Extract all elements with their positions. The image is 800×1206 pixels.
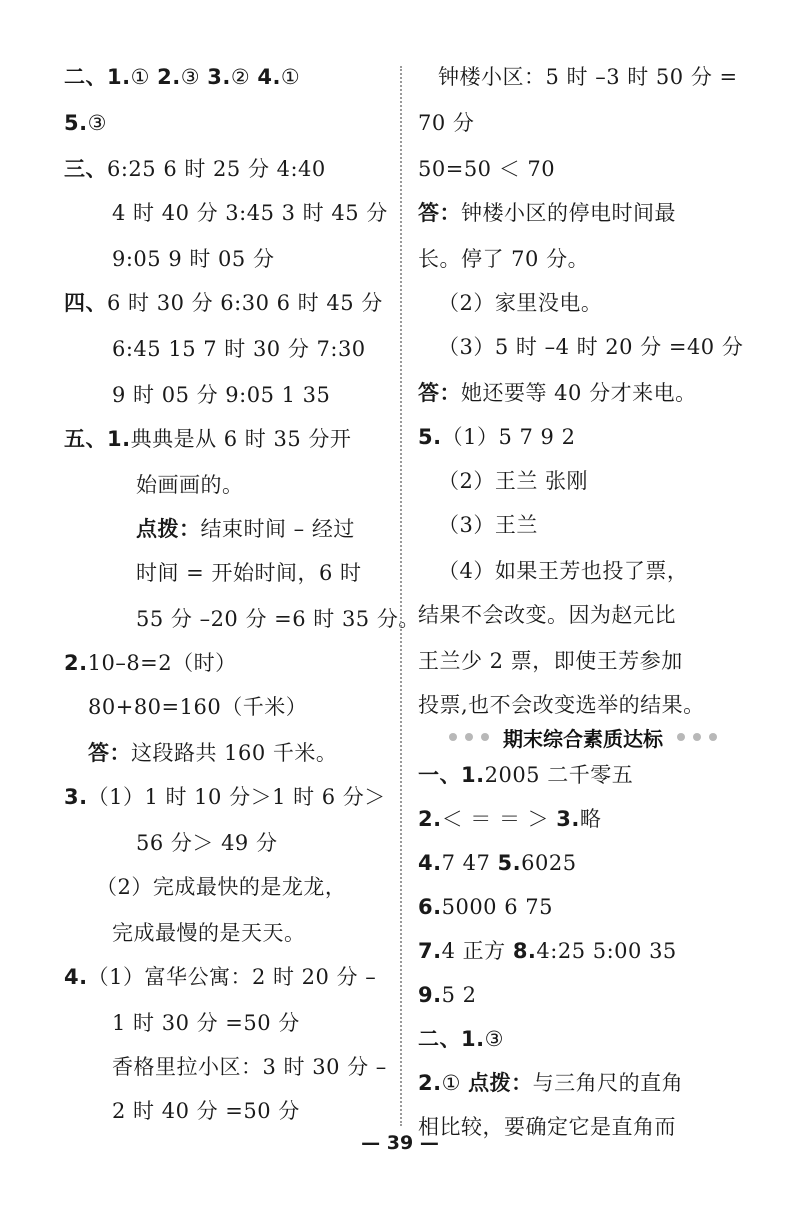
answer-text: 1 时 30 分 =50 分 — [112, 1011, 300, 1035]
answer-text: 70 分 — [418, 111, 475, 135]
section-heading — [418, 720, 748, 754]
answer-text: 6:45 15 7 时 30 分 7:30 — [112, 337, 366, 361]
answer-line — [64, 288, 383, 318]
column-divider — [400, 66, 402, 1126]
answer-text: 56 分＞ 49 分 — [136, 831, 278, 855]
section-title: 期末综合素质达标 — [503, 726, 663, 751]
answer-line — [418, 378, 697, 408]
answer-text: （1）富华公寓：2 时 20 分 – — [87, 965, 377, 989]
answer-text: 6025 — [521, 851, 577, 875]
answer-text: 典典是从 6 时 35 分开 — [130, 427, 352, 451]
answer-line — [64, 424, 351, 454]
answer-line — [418, 198, 676, 228]
answer-line — [112, 1096, 300, 1126]
question-number: 3. — [207, 65, 231, 89]
answer-text: 10–8=2（时） — [87, 651, 237, 675]
answer-text: ③ — [87, 111, 107, 135]
answer-text: （2）完成最快的是龙龙， — [96, 875, 347, 899]
question-number: 2. — [157, 65, 181, 89]
answer-line — [64, 962, 376, 992]
answer-text: 王兰少 2 票，即使王芳参加 — [418, 649, 683, 673]
answer-text: 她还要等 40 分才来电。 — [461, 381, 697, 405]
decor-dot — [693, 733, 701, 741]
answer-line — [438, 556, 688, 586]
decor-dot — [709, 733, 717, 741]
answer-text: 完成最慢的是天天。 — [112, 921, 306, 945]
answer-line — [418, 600, 676, 630]
question-number: 点拨： — [468, 1071, 533, 1095]
answer-line — [64, 782, 386, 812]
answer-line — [438, 510, 538, 540]
answer-text: （1）1 时 10 分＞1 时 6 分＞ — [87, 785, 386, 809]
question-number: 3. — [556, 807, 580, 831]
question-number: 9. — [418, 983, 442, 1007]
decor-dot — [481, 733, 489, 741]
answer-text: （3）5 时 –4 时 20 分 =40 分 — [438, 335, 744, 359]
answer-line — [88, 738, 337, 768]
answer-line — [418, 892, 553, 922]
answer-line — [136, 514, 355, 544]
answer-line — [418, 848, 577, 878]
answer-line — [418, 936, 677, 966]
answer-text: 香格里拉小区：3 时 30 分 – — [112, 1055, 387, 1079]
answer-line — [136, 604, 420, 634]
answer-text: 4 时 40 分 3:45 3 时 45 分 — [112, 201, 388, 225]
question-number: 5. — [497, 851, 522, 875]
answer-line — [136, 828, 277, 858]
answer-line — [96, 872, 346, 902]
answer-line — [438, 332, 743, 362]
question-number: 4. — [257, 65, 281, 89]
answer-line — [418, 1068, 683, 1098]
answer-line — [112, 244, 274, 274]
answer-line — [64, 648, 237, 678]
answer-text: 与三角尺的直角 — [532, 1071, 684, 1095]
question-number: 7. — [418, 939, 442, 963]
answer-text: ① — [280, 65, 301, 89]
answer-line — [418, 690, 705, 720]
answer-text: 略 — [579, 807, 602, 831]
answer-line — [418, 422, 575, 452]
answer-text: ＜ ＝ ＝ ＞ — [441, 807, 557, 831]
question-number: 8. — [512, 939, 537, 963]
question-number: 2. — [418, 807, 442, 831]
answer-text: 结束时间 – 经过 — [200, 517, 355, 541]
question-number: 4. — [64, 965, 88, 989]
answer-line — [418, 760, 633, 790]
question-number: 6. — [418, 895, 442, 919]
answer-text: 7 47 — [441, 851, 498, 875]
answer-text: 钟楼小区：5 时 –3 时 50 分 = — [438, 65, 738, 89]
answer-line — [112, 1052, 387, 1082]
answer-text: 相比较，要确定它是直角而 — [418, 1115, 676, 1139]
question-number: 2. — [64, 651, 88, 675]
question-number: 5. — [418, 425, 442, 449]
answer-text: ① — [441, 1071, 469, 1095]
answer-line — [64, 62, 300, 92]
answer-text: 9:05 9 时 05 分 — [112, 247, 275, 271]
answer-line — [112, 380, 330, 410]
answer-line — [438, 466, 588, 496]
answer-text: 2 时 40 分 =50 分 — [112, 1099, 300, 1123]
decor-dot — [465, 733, 473, 741]
question-number: 3. — [64, 785, 88, 809]
answer-line — [112, 198, 388, 228]
answer-line — [112, 918, 306, 948]
answer-text: 结果不会改变。因为赵元比 — [418, 603, 676, 627]
answer-text: 5 2 — [441, 983, 477, 1007]
answer-text: （1）5 7 9 2 — [441, 425, 576, 449]
answer-text: 2005 二千零五 — [484, 763, 634, 787]
answer-text: ③ — [180, 65, 208, 89]
question-number: 答： — [418, 381, 461, 405]
answer-text: ① — [130, 65, 158, 89]
answer-line — [418, 1024, 504, 1054]
answer-text: 4:25 5:00 35 — [536, 939, 677, 963]
answer-text: ③ — [484, 1027, 504, 1051]
answer-text: 钟楼小区的停电时间最 — [461, 201, 676, 225]
question-number: 二、1. — [64, 65, 131, 89]
answer-text: ② — [230, 65, 258, 89]
question-number: 答： — [88, 741, 131, 765]
answer-line — [418, 244, 589, 274]
question-number: 一、1. — [418, 763, 485, 787]
answer-text: 这段路共 160 千米。 — [131, 741, 338, 765]
answer-text: 5000 6 75 — [441, 895, 553, 919]
answer-line — [136, 558, 361, 588]
answer-text: （2）家里没电。 — [438, 291, 603, 315]
answer-line — [418, 108, 474, 138]
question-number: 五、1. — [64, 427, 131, 451]
answer-text: 时间 = 开始时间，6 时 — [136, 561, 362, 585]
answer-text: 投票,也不会改变选举的结果。 — [418, 693, 705, 717]
answer-text: 80+80=160（千米） — [88, 695, 308, 719]
answer-text: （4）如果王芳也投了票， — [438, 559, 689, 583]
question-number: 2. — [418, 1071, 442, 1095]
answer-text: 始画画的。 — [136, 473, 244, 497]
answer-line — [438, 62, 738, 92]
question-number: 答： — [418, 201, 461, 225]
answer-line — [112, 1008, 300, 1038]
decor-dot — [677, 733, 685, 741]
answer-line — [438, 288, 602, 318]
question-number: 4. — [418, 851, 442, 875]
decor-dot — [449, 733, 457, 741]
answer-text: 50=50 ＜ 70 — [418, 157, 556, 181]
answer-line — [418, 804, 601, 834]
answer-text: （2）王兰 张刚 — [438, 469, 589, 493]
answer-line — [112, 334, 366, 364]
answer-text: 6 时 30 分 6:30 6 时 45 分 — [107, 291, 383, 315]
answer-text: （3）王兰 — [438, 513, 538, 537]
question-number: 二、1. — [418, 1027, 485, 1051]
answer-text: 6:25 6 时 25 分 4:40 — [107, 157, 326, 181]
question-number: 点拨： — [136, 517, 201, 541]
page-number: — 39 — — [361, 1132, 439, 1154]
answer-line — [418, 154, 555, 184]
question-number: 四、 — [64, 291, 107, 315]
answer-line — [88, 692, 307, 722]
answer-line — [418, 980, 477, 1010]
answer-line — [64, 154, 326, 184]
question-number: 三、 — [64, 157, 107, 181]
answer-line — [418, 646, 683, 676]
answer-text: 长。停了 70 分。 — [418, 247, 590, 271]
answer-text: 9 时 05 分 9:05 1 35 — [112, 383, 331, 407]
answer-line — [136, 470, 244, 500]
answer-text: 55 分 –20 分 =6 时 35 分。 — [136, 607, 420, 631]
answer-text: 4 正方 — [441, 939, 513, 963]
question-number: 5. — [64, 111, 88, 135]
answer-line — [64, 108, 107, 138]
